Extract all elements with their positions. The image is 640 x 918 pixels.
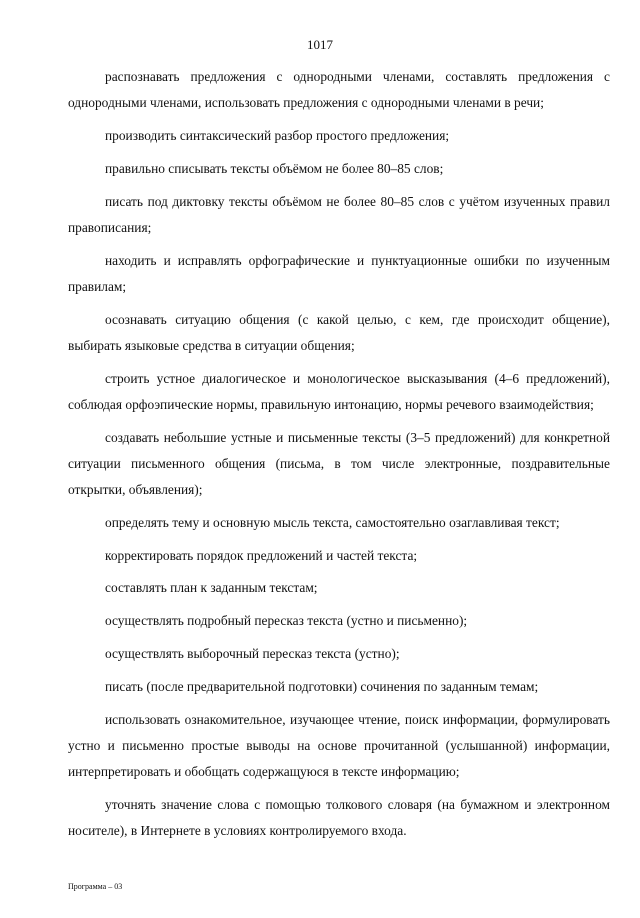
page-footer: Программа – 03 (68, 882, 123, 891)
paragraph: строить устное диалогическое и монологическое высказывания (4–6 предложений), соблюдая орфоэпические нормы, правильную интонацию, нормы речевого взаимодействия; (68, 370, 610, 412)
paragraph: составлять план к заданным текстам; (105, 580, 318, 596)
paragraph: распознавать предложения с однородными членами, составлять предложения с однородными членами, использовать предложения с однородными членами в речи; (68, 69, 610, 111)
paragraph: использовать ознакомительное, изучающее чтение, поиск информации, формулировать устно и письменно простые выводы на основе прочитанной (услышанной) информации, интерпретировать и обобщать содержащуюся в тексте информацию; (68, 711, 610, 779)
paragraph: осознавать ситуацию общения (с какой целью, с кем, где происходит общение), выбирать языковые средства в ситуации общения; (68, 311, 610, 353)
paragraph: писать (после предварительной подготовки) сочинения по заданным темам; (105, 678, 539, 694)
paragraph: писать под диктовку тексты объёмом не более 80–85 слов с учётом изученных правил правописания; (68, 193, 610, 235)
page-body (68, 64, 610, 851)
paragraph: производить синтаксический разбор простого предложения; (105, 128, 450, 143)
paragraph: осуществлять выборочный пересказ текста (устно); (105, 645, 400, 661)
paragraph: корректировать порядок предложений и частей текста; (105, 547, 418, 563)
paragraph: находить и исправлять орфографические и пунктуационные ошибки по изученным правилам; (68, 252, 610, 294)
page-number: 1017 (307, 37, 333, 52)
paragraph: осуществлять подробный пересказ текста (устно и письменно); (105, 613, 468, 629)
paragraph: уточнять значение слова с помощью толкового словаря (на бумажном и электронном носителе), в Интернете в условиях контролируемого входа. (68, 796, 610, 838)
paragraph: правильно списывать тексты объёмом не более 80–85 слов; (105, 160, 444, 176)
paragraph: создавать небольшие устные и письменные тексты (3–5 предложений) для конкретной ситуации письменного общения (письма, в том числе электронные, поздравительные открытки, объявления); (68, 429, 610, 497)
paragraph: определять тему и основную мысль текста, самостоятельно озаглавливая текст; (105, 514, 560, 530)
